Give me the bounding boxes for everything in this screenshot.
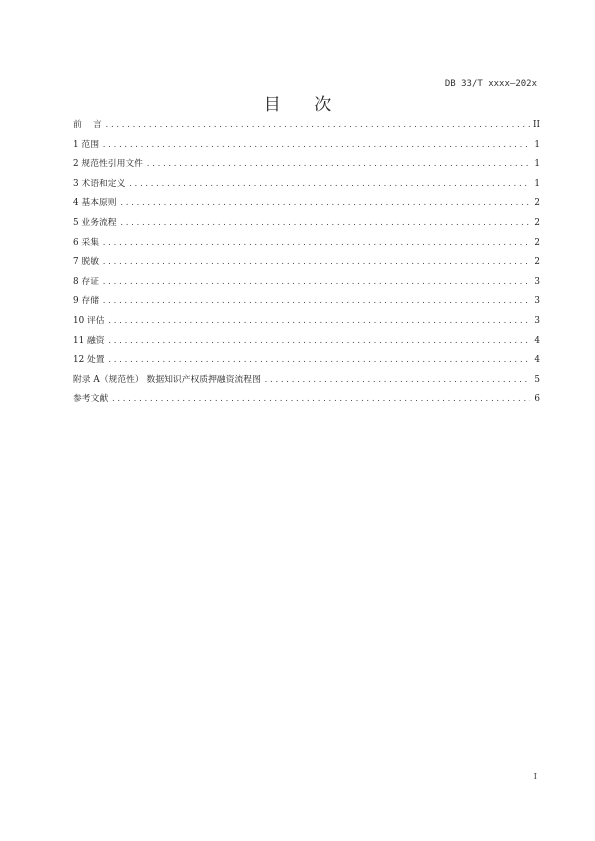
toc-dot-leader xyxy=(146,155,530,175)
document-code: DB 33/T xxxx—202x xyxy=(444,79,537,89)
toc-dot-leader xyxy=(102,234,530,254)
toc-entry-label: 8 存证 xyxy=(73,276,99,287)
toc-dot-leader xyxy=(111,390,530,410)
toc-entry-label: 5 业务流程 xyxy=(73,217,117,228)
toc-entry-scope[interactable] xyxy=(73,136,540,156)
toc-entry-page: 4 xyxy=(534,355,540,366)
toc-entry-label: 前 言 xyxy=(73,120,102,130)
toc-entry-page: II xyxy=(533,120,540,130)
toc-entry-storage[interactable] xyxy=(73,292,540,312)
toc-entry-evidence[interactable] xyxy=(73,273,540,293)
toc-entry-desensitization[interactable] xyxy=(73,253,540,273)
toc-entry-page: 3 xyxy=(534,276,540,287)
toc-entry-label: 6 采集 xyxy=(73,237,99,248)
toc-dot-leader xyxy=(264,371,530,391)
toc-entry-label: 10 评估 xyxy=(73,315,105,326)
toc-entry-page: 1 xyxy=(534,159,540,170)
toc-dot-leader xyxy=(120,214,530,234)
toc-entry-label: 1 范围 xyxy=(73,139,99,150)
toc-entry-page: 4 xyxy=(534,335,540,346)
toc-dot-leader xyxy=(102,292,530,312)
toc-entry-terms-definitions[interactable] xyxy=(73,175,540,195)
page-title: 目 次 xyxy=(263,95,346,115)
toc-dot-leader xyxy=(102,253,530,273)
toc-dot-leader xyxy=(120,194,530,214)
toc-entry-assessment[interactable] xyxy=(73,312,540,332)
toc-entry-appendix-a[interactable] xyxy=(73,371,540,391)
toc-entry-page: 2 xyxy=(534,217,540,228)
toc-entry-business-process[interactable] xyxy=(73,214,540,234)
toc-entry-label: 2 规范性引用文件 xyxy=(73,159,143,170)
toc-entry-label: 9 存储 xyxy=(73,296,99,307)
toc-entry-normative-references[interactable] xyxy=(73,155,540,175)
toc-dot-leader xyxy=(108,332,530,352)
toc-entry-bibliography[interactable] xyxy=(73,390,540,410)
toc-entry-page: 1 xyxy=(534,178,540,189)
toc-entry-label: 参考文献 xyxy=(73,394,109,405)
toc-entry-collection[interactable] xyxy=(73,234,540,254)
toc-dot-leader xyxy=(102,273,530,293)
toc-dot-leader xyxy=(128,175,530,195)
toc-entry-label: 3 术语和定义 xyxy=(73,178,126,189)
toc-entry-page: 2 xyxy=(534,257,540,268)
toc-dot-leader xyxy=(102,136,530,156)
toc-entry-page: 2 xyxy=(534,237,540,248)
toc-entry-label: 附录 A（规范性） 数据知识产权质押融资流程图 xyxy=(73,374,261,385)
toc-list xyxy=(73,116,540,410)
toc-entry-page: 1 xyxy=(534,139,540,150)
toc-dot-leader xyxy=(105,116,530,136)
toc-entry-page: 5 xyxy=(534,374,540,385)
toc-entry-basic-principles[interactable] xyxy=(73,194,540,214)
toc-entry-page: 3 xyxy=(534,315,540,326)
toc-dot-leader xyxy=(108,312,530,332)
toc-entry-page: 3 xyxy=(534,296,540,307)
toc-entry-page: 6 xyxy=(534,394,540,405)
toc-entry-foreword[interactable] xyxy=(73,116,540,136)
toc-entry-financing[interactable] xyxy=(73,332,540,352)
toc-entry-label: 7 脱敏 xyxy=(73,257,99,268)
toc-dot-leader xyxy=(108,351,530,371)
toc-entry-page: 2 xyxy=(534,198,540,209)
page-number: I xyxy=(533,772,537,782)
toc-entry-disposal[interactable] xyxy=(73,351,540,371)
toc-entry-label: 4 基本原则 xyxy=(73,198,117,209)
toc-entry-label: 11 融资 xyxy=(73,335,105,346)
toc-entry-label: 12 处置 xyxy=(73,355,105,366)
